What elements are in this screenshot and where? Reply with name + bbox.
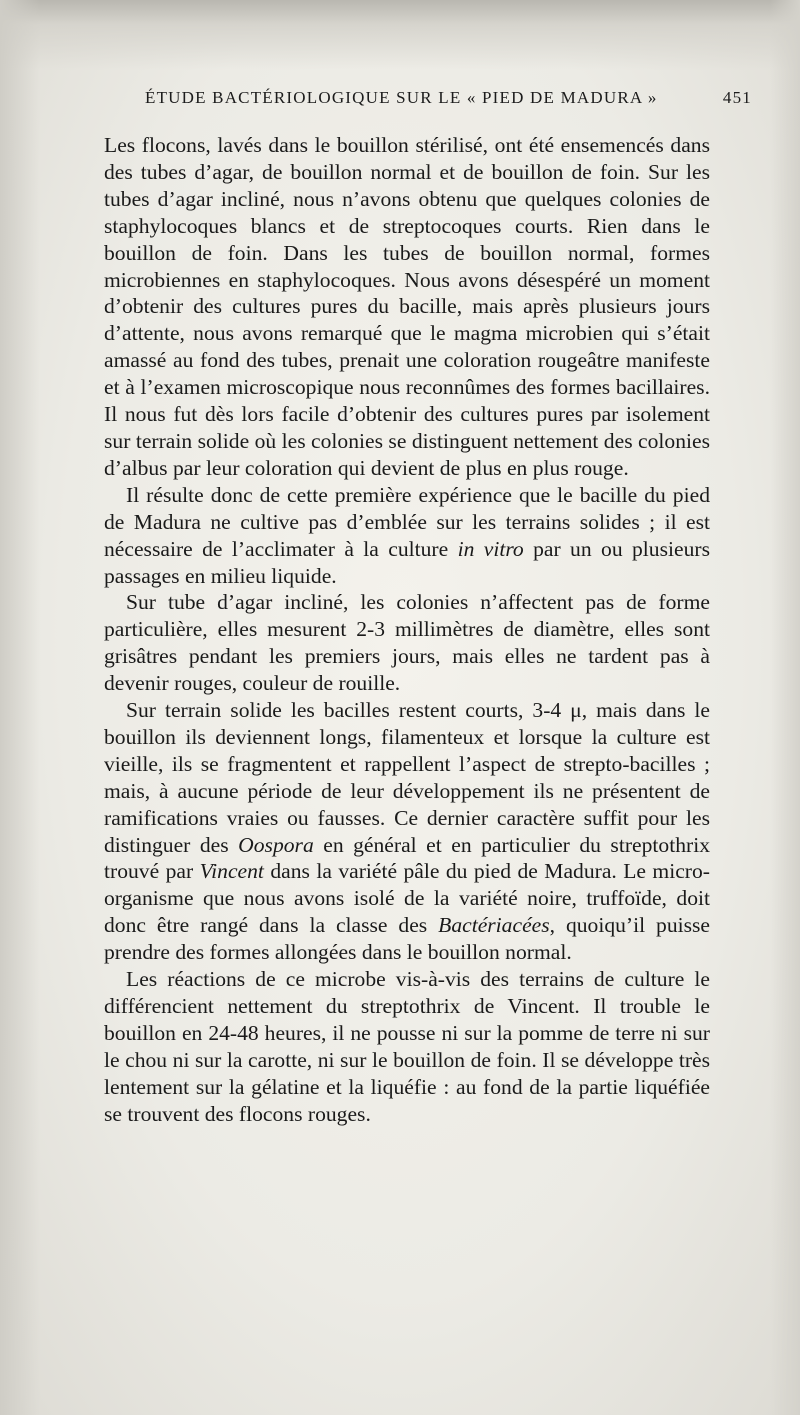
paragraph-4-text-c: dans la variété pâle du pied de Madura. Le micro-organisme que nous avons isolé de la variété noire, truffoïde, doit donc être rangé dans la classe des <box>104 859 710 938</box>
page-header <box>90 88 752 116</box>
paragraph-4-italic-oospora: Oospora <box>238 832 314 857</box>
paragraph-1-text: Les flocons, lavés dans le bouillon stérilisé, ont été ensemencés dans des tubes d’agar, de bouillon normal et de bouillon de foin. Sur les tubes d’agar incliné, nous n’avons obtenu que quelques colonies de staphylocoques blancs et de streptocoques courts. Rien dans le bouillon de foin. Dans les tubes de bouillon normal, formes microbiennes en staphylocoques. Nous avons désespéré un moment d’obtenir des cultures pures du bacille, mais après plusieurs jours d’attente, nous avons remarqué que le magma microbien qui s’était amassé au fond des tubes, prenait une coloration rougeâtre manifeste et à l’examen microscopique nous reconnûmes des formes bacillaires. Il nous fut dès lors facile d’obtenir des cultures pures par isolement sur terrain solide où les colonies se distinguent nettement des colonies d’albus par leur coloration qui devient de plus en plus rouge. <box>104 133 710 480</box>
page-number: 451 <box>722 88 752 107</box>
paragraph-2-text-b: par un ou plusieurs passages en milieu liquide. <box>104 536 710 588</box>
scan-shadow-top <box>0 0 800 70</box>
paragraph-4-italic-vincent: Vincent <box>199 859 264 884</box>
paragraph-2-text-a: Il résulte donc de cette première expérience que le bacille du pied de Madura ne cultive pas d’emblée sur les terrains solides ; il est nécessaire de l’acclimater à la culture <box>104 482 710 561</box>
paragraph-5-text: Les réactions de ce microbe vis-à-vis des terrains de culture le différencient nettement du streptothrix de Vincent. Il trouble le bouillon en 24-48 heures, il ne pousse ni sur la pomme de terre ni sur le chou ni sur la carotte, ni sur le bouillon de foin. Il se développe très lentement sur la gélatine et la liquéfie : au fond de la partie liquéfiée se trouvent des flocons rouges. <box>104 967 710 1126</box>
paragraph-2 <box>104 482 710 590</box>
paragraph-2-italic: in vitro <box>457 536 524 561</box>
paragraph-4-text-a: Sur terrain solide les bacilles restent courts, 3-4 μ, mais dans le bouillon ils deviennent longs, filamenteux et lorsque la culture est vieille, ils se fragmentent et rappellent l’aspect de strepto-bacilles ; mais, à aucune période de leur développement ils ne présentent de ramifications vraies ou fausses. Ce dernier caractère suffit pour les distinguer des <box>104 698 710 857</box>
paragraph-3 <box>104 589 710 697</box>
paragraph-4-italic-bacteriacees: Bactériacées <box>438 913 550 938</box>
scan-shadow-right <box>770 0 800 1415</box>
paragraph-4 <box>104 697 710 966</box>
paragraph-3-text: Sur tube d’agar incliné, les colonies n’affectent pas de forme particulière, elles mesurent 2-3 millimètres de diamètre, elles sont grisâtres pendant les premiers jours, mais elles ne tardent pas à devenir rouges, couleur de rouille. <box>104 590 710 696</box>
scan-shadow-left <box>0 0 40 1415</box>
running-title: ÉTUDE BACTÉRIOLOGIQUE SUR LE « PIED DE MADURA » <box>145 88 658 107</box>
paragraph-4-text-b: en général et en particulier du streptothrix trouvé par <box>104 832 710 884</box>
body-text <box>104 132 710 1128</box>
paragraph-1 <box>104 132 710 482</box>
paragraph-4-text-d: , quoiqu’il puisse prendre des formes allongées dans le bouillon normal. <box>104 913 711 965</box>
paragraph-5 <box>104 966 710 1127</box>
